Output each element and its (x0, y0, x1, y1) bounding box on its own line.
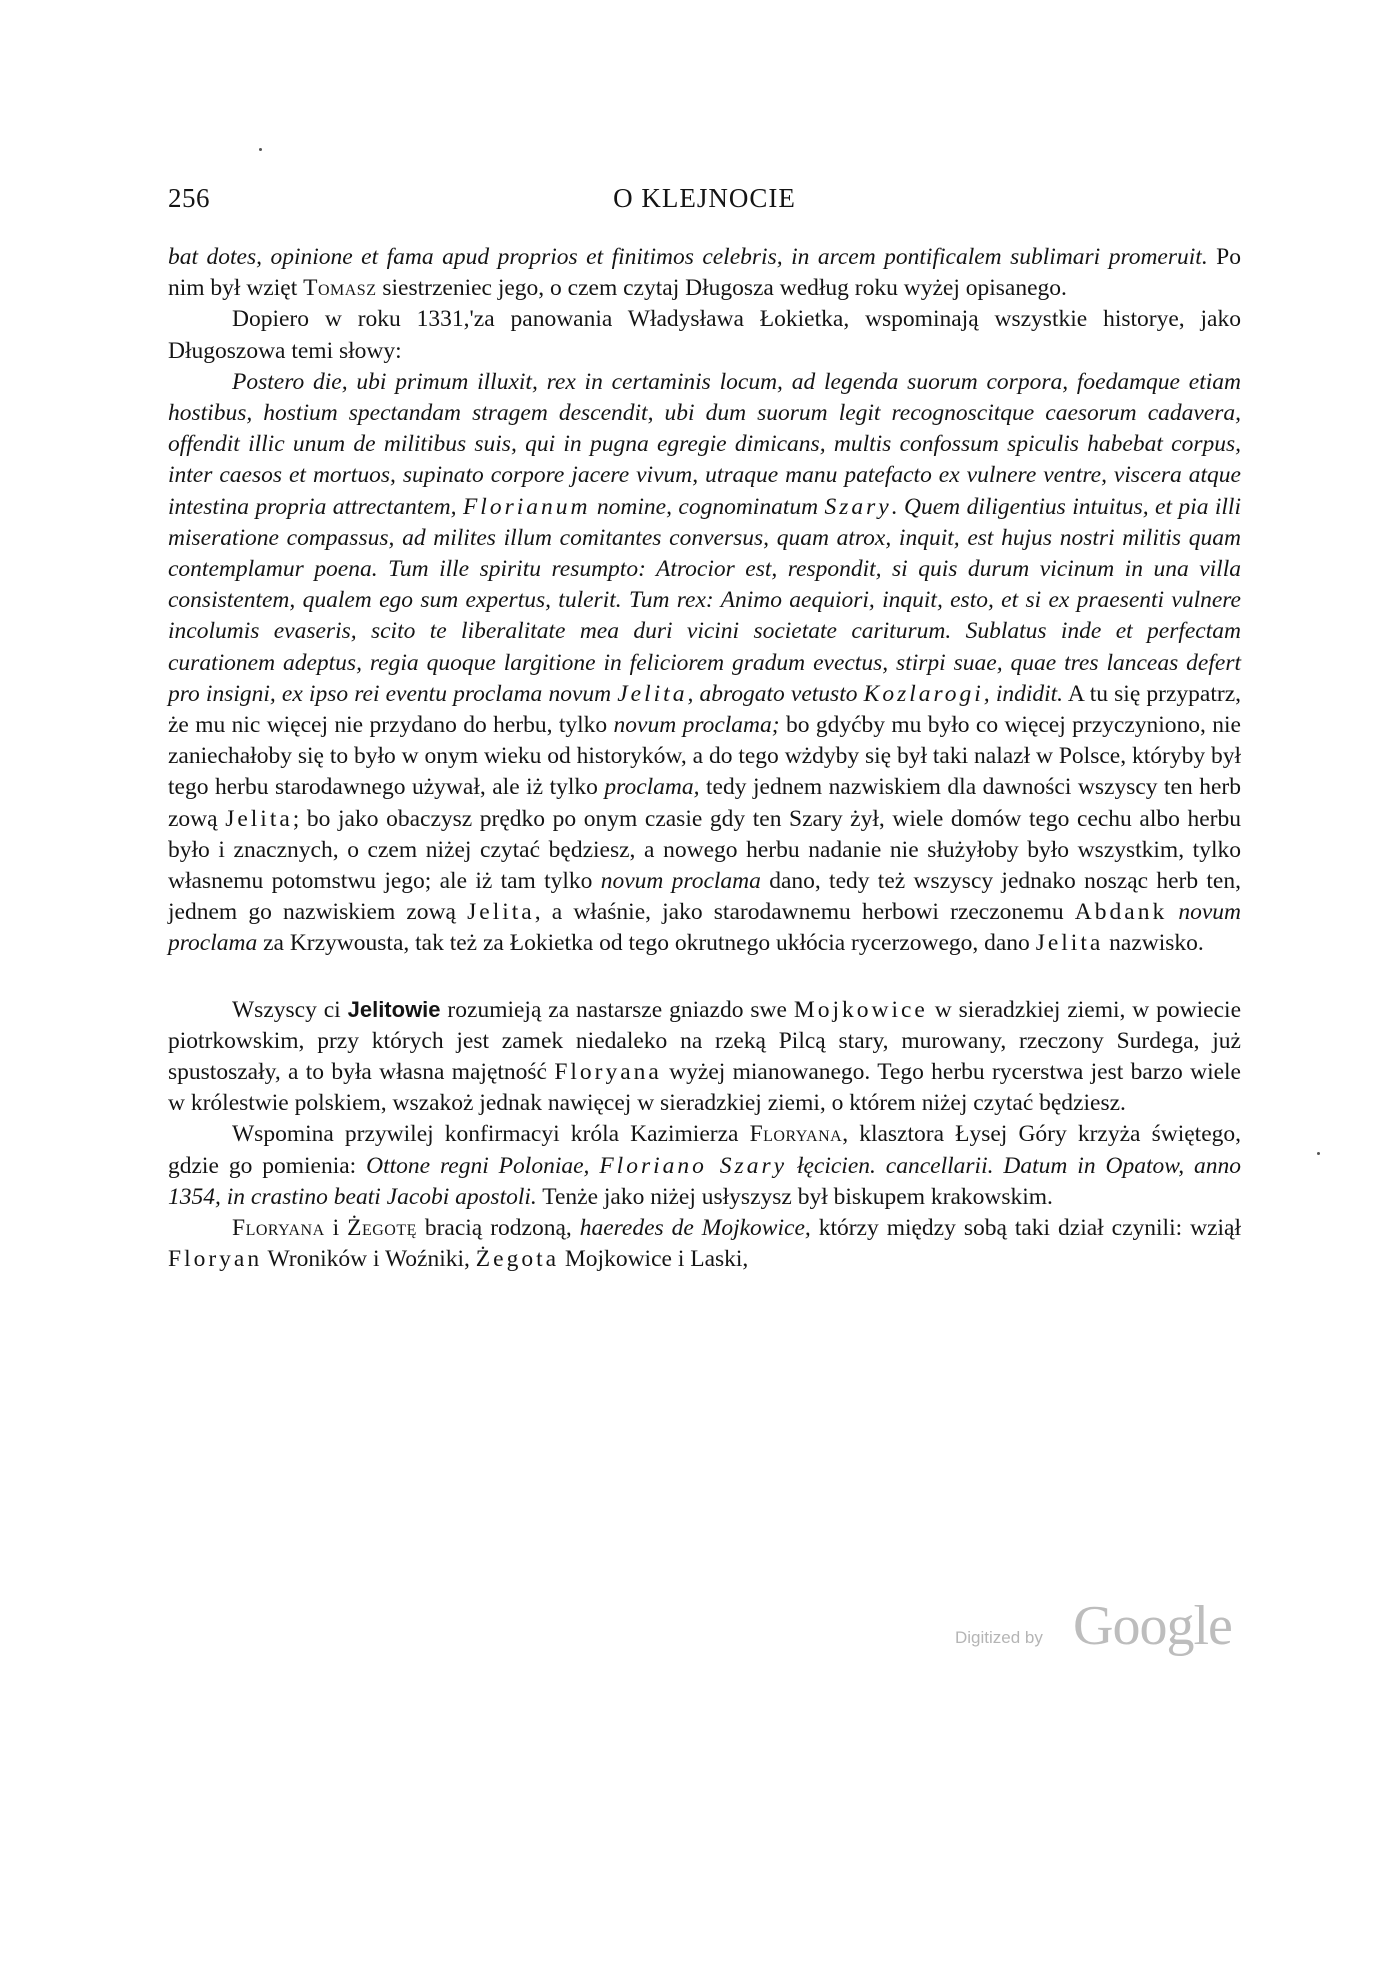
text-run: Jelita (617, 680, 688, 707)
watermark-caption: Digitized by (955, 1628, 1043, 1647)
text-run: Floryana (554, 1059, 662, 1086)
text-run: Szary (824, 493, 892, 520)
text-run: Kozlarogi (863, 680, 984, 707)
text-run: Tenże jako niżej usłyszysz był biskupem krakowskim. (536, 1183, 1053, 1210)
text-run: Dopiero w roku 1331,'za panowania Władysława Łokietka, wspominają wszystkie historye, jako Długoszowa temi słowy: (168, 306, 1241, 364)
text-run: , klasztora Łysej Góry krzyża świętego, gdzie go pomienia: (168, 1121, 1242, 1179)
page-number: 256 (168, 183, 210, 213)
text-run: , abrogato vetusto (687, 680, 864, 707)
paragraph (168, 367, 1241, 960)
text-run: Jelita (1035, 930, 1104, 957)
text-run: i (324, 1215, 348, 1242)
text-run: Jelita (467, 899, 535, 926)
running-title: O KLEJNOCIE (613, 183, 796, 213)
text-run: siestrzeniec jego, o czem czytaj Długosza według roku wyżej opisanego. (376, 275, 1067, 302)
text-run: tedy jednem nazwiskiem dla dawności wszyscy ten herb zową (168, 774, 1241, 832)
text-run: Żegota (475, 1246, 560, 1273)
paragraph (168, 304, 1241, 366)
text-run: novum proclama (168, 899, 1242, 957)
text-run: Tomasz (303, 275, 377, 302)
text-run: wyżej mianowanego. Tego herbu rycerstwa jest barzo wiele w królestwie polskiem, wszakoż jednak nawięcej w sieradzkiej ziemi, o którem niżej czytać będziesz. (168, 1059, 1241, 1117)
text-run: za Krzywousta, tak też za Łokietka od tego okrutnego ukłócia rycerzowego, dano (257, 930, 1036, 957)
text-run: bat dotes, opinione et fama apud proprios et finitimos celebris, in arcem pontificalem sublimari promeruit. (168, 244, 1208, 270)
text-run: Żegotę (347, 1215, 417, 1242)
text-run: którzy między sobą taki dział czynili: wziął (810, 1215, 1241, 1242)
text-run: łęcicien. cancellarii. Datum in Opatow, anno 1354, in crastino beati Jacobi apostoli. (168, 1152, 1241, 1210)
text-run: A tu się przypatrz, że mu nic więcej nie przydano do herbu, tylko (168, 680, 1242, 739)
text-run: w sieradzkiej ziemi, w powiecie piotrkowskim, przy których jest zamek niedaleko na rzeką Pilcą stary, murowany, rzeczony Surdega, już spustoszały, a to była własna majętność (168, 996, 1242, 1086)
text-run: Po nim był wzięt (168, 244, 1242, 302)
text-run: . Quem diligentius intuitus, et pia illi miseratione compassus, ad milites illum comitantes conversus, quam atrox, inquit, est hujus nostri militis quam contemplamur poena. Tum ille spiritu resumpto: Atrocior est, respondit, si quis durum vicinum in una villa consistentem, qualem ego sum expertus, tulerit. Tum rex: Animo aequiori, inquit, esto, et si ex praesenti vulnere incolumis evaseris, scito te liberalitate mea duri vicini societate cariturum. Sublatus inde et perfectam curationem adeptus, regia quoque largitione in feliciorem gradum evectus, stirpi suae, quae tres lanceas defert pro insigni, ex ipso rei eventu proclama novum (168, 493, 1241, 707)
text-run: rozumieją za nastarsze gniazdo swe (440, 996, 794, 1023)
text-run: Abdank (1074, 899, 1168, 926)
text-run: Floryana (749, 1121, 843, 1148)
text-run: Wspomina przywilej konfirmacyi króla Kazimierza (232, 1121, 750, 1148)
paragraph (168, 242, 1241, 304)
paragraph (168, 1213, 1241, 1275)
text-run: Ottone regni Poloniae, (366, 1152, 600, 1179)
text-run: ; bo jako obaczysz prędko po onym czasie gdy ten Szary żył, wiele domów tego cechu albo herbu było i znacznych, o czem niżej czytać będziesz, a nowego herbu nadanie nie służyłoby było wszystkim, tylko własnemu potomstwu jego; ale iż tam tylko (168, 805, 1241, 895)
text-run: Floryan (168, 1246, 263, 1273)
text-run: bo gdyćby mu było co więcej przyczyniono, nie zaniechałoby się to było w onym wieku od historyków, a do tego wżdyby się był taki nalazł w Polsce, któryby był tego herbu starodawnego używał, ale iż tylko (168, 712, 1241, 801)
text-run: novum proclama; (613, 712, 780, 739)
digitized-by-watermark (955, 1595, 1255, 1660)
text-run: , a właśnie, jako starodawnemu herbowi rzeczonemu (534, 899, 1075, 926)
text-run: Jelita (225, 805, 293, 832)
text-run: Wszyscy ci (232, 996, 348, 1023)
text-run: nomine, cognominatum (590, 493, 825, 520)
text-run: Postero die, ubi primum illuxit, rex in certaminis locum, ad legenda suorum corpora, foedamque etiam hostibus, hostium spectandam stragem descendit, ubi dum suorum legit recognoscitque caesorum cadavera, offendit illic unum de militibus suis, qui in pugna egregie dimicans, multis confossum spiculis habebat corpus, inter caesos et mortuos, supinato corpore jacere vivum, utraque manu patefacto ex vulnere ventre, viscera atque intestina propria attrectantem, (168, 368, 1241, 520)
text-run: nazwisko. (1103, 930, 1204, 957)
text-run: Floriano Szary (599, 1152, 788, 1179)
text-run: proclama, (604, 774, 700, 801)
text-run: , indidit. (983, 680, 1064, 707)
body-text (168, 242, 1241, 1276)
scan-speck (1317, 1152, 1320, 1155)
text-run: bracią rodzoną, (416, 1215, 580, 1242)
google-logo: Google (1073, 1595, 1232, 1657)
text-run: haeredes de Mojkowice, (579, 1215, 811, 1242)
text-run (1167, 899, 1178, 925)
text-run: Mojkowice (793, 996, 928, 1023)
text-run: Wroników i Woźniki, (262, 1246, 476, 1273)
text-run: dano, tedy też wszyscy jednako nosząc herb ten, jednem go nazwiskiem zową (168, 868, 1241, 926)
paragraph (168, 1119, 1241, 1213)
text-run: Mojkowice i Laski, (559, 1246, 749, 1273)
text-run: novum proclama (600, 868, 761, 895)
text-run: Jelitowie (347, 996, 441, 1022)
scan-speck (259, 148, 262, 151)
page-header (168, 183, 1241, 223)
text-run: Florianum (462, 493, 591, 520)
paragraph (168, 994, 1241, 1120)
text-run: Floryana (232, 1215, 325, 1242)
